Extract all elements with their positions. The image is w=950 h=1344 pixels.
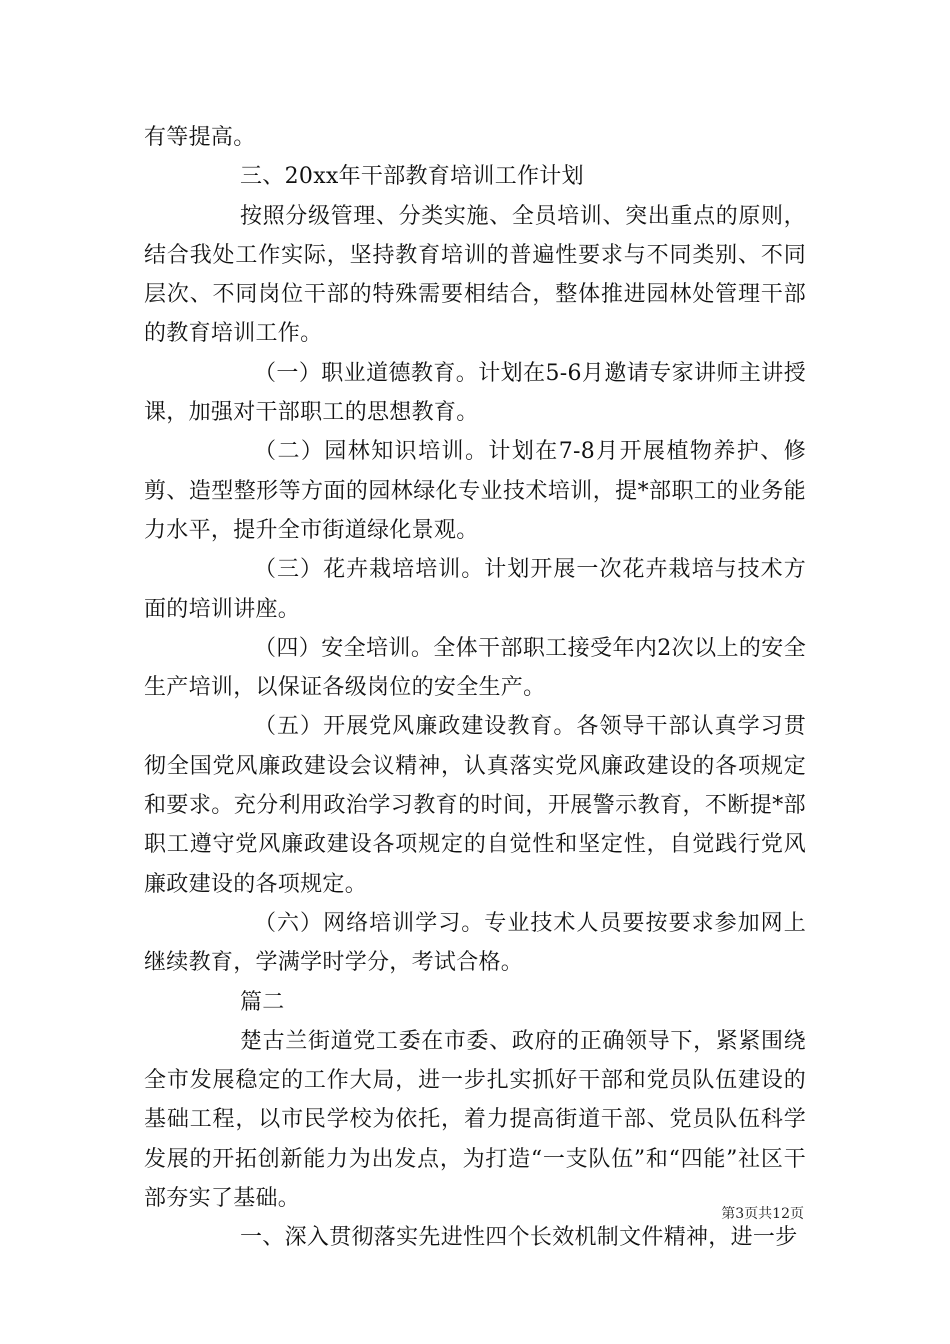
paragraph-item-6: （六）网络培训学习。专业技术人员要按要求参加网上继续教育，学满学时学分，考试合格。 [144, 910, 806, 976]
section-title-part-2: 篇二 [240, 989, 285, 1015]
paragraph-item-4: （四）安全培训。全体干部职工接受年内2次以上的安全生产培训，以保证各级岗位的安全生产。 [144, 635, 806, 701]
document-body [144, 118, 806, 1258]
paragraph-continuation: 有等提高。 [144, 125, 256, 150]
page-number: 第3页共12页 [721, 1206, 804, 1222]
paragraph-part-2-heading: 一、深入贯彻落实先进性四个长效机制文件精神，进一步 [240, 1225, 798, 1251]
paragraph-part-2-intro: 楚古兰街道党工委在市委、政府的正确领导下，紧紧围绕全市发展稳定的工作大局，进一步扎实抓好干部和党员队伍建设的基础工程，以市民学校为依托，着力提高街道干部、党员队伍科学发展的开拓创新能力为出发点，为打造“一支队伍”和“四能”社区干部夯实了基础。 [144, 1028, 806, 1212]
paragraph-item-1: （一）职业道德教育。计划在5-6月邀请专家讲师主讲授课，加强对干部职工的思想教育。 [144, 360, 806, 426]
paragraph-item-3: （三）花卉栽培培训。计划开展一次花卉栽培与技术方面的培训讲座。 [144, 557, 806, 622]
section-heading-3: 三、20xx年干部教育培训工作计划 [240, 164, 584, 190]
paragraph-item-2: （二）园林知识培训。计划在7-8月开展植物养护、修剪、造型整形等方面的园林绿化专业技术培训，提*部职工的业务能力水平，提升全市街道绿化景观。 [144, 439, 806, 543]
paragraph-intro: 按照分级管理、分类实施、全员培训、突出重点的原则，结合我处工作实际，坚持教育培训的普遍性要求与不同类别、不同层次、不同岗位干部的特殊需要相结合，整体推进园林处管理干部的教育培训工作。 [144, 203, 806, 347]
paragraph-item-5: （五）开展党风廉政建设教育。各领导干部认真学习贯彻全国党风廉政建设会议精神，认真落实党风廉政建设的各项规定和要求。充分利用政治学习教育的时间，开展警示教育，不断提*部职工遵守党风廉政建设各项规定的自觉性和坚定性，自觉践行党风廉政建设的各项规定。 [144, 714, 806, 897]
